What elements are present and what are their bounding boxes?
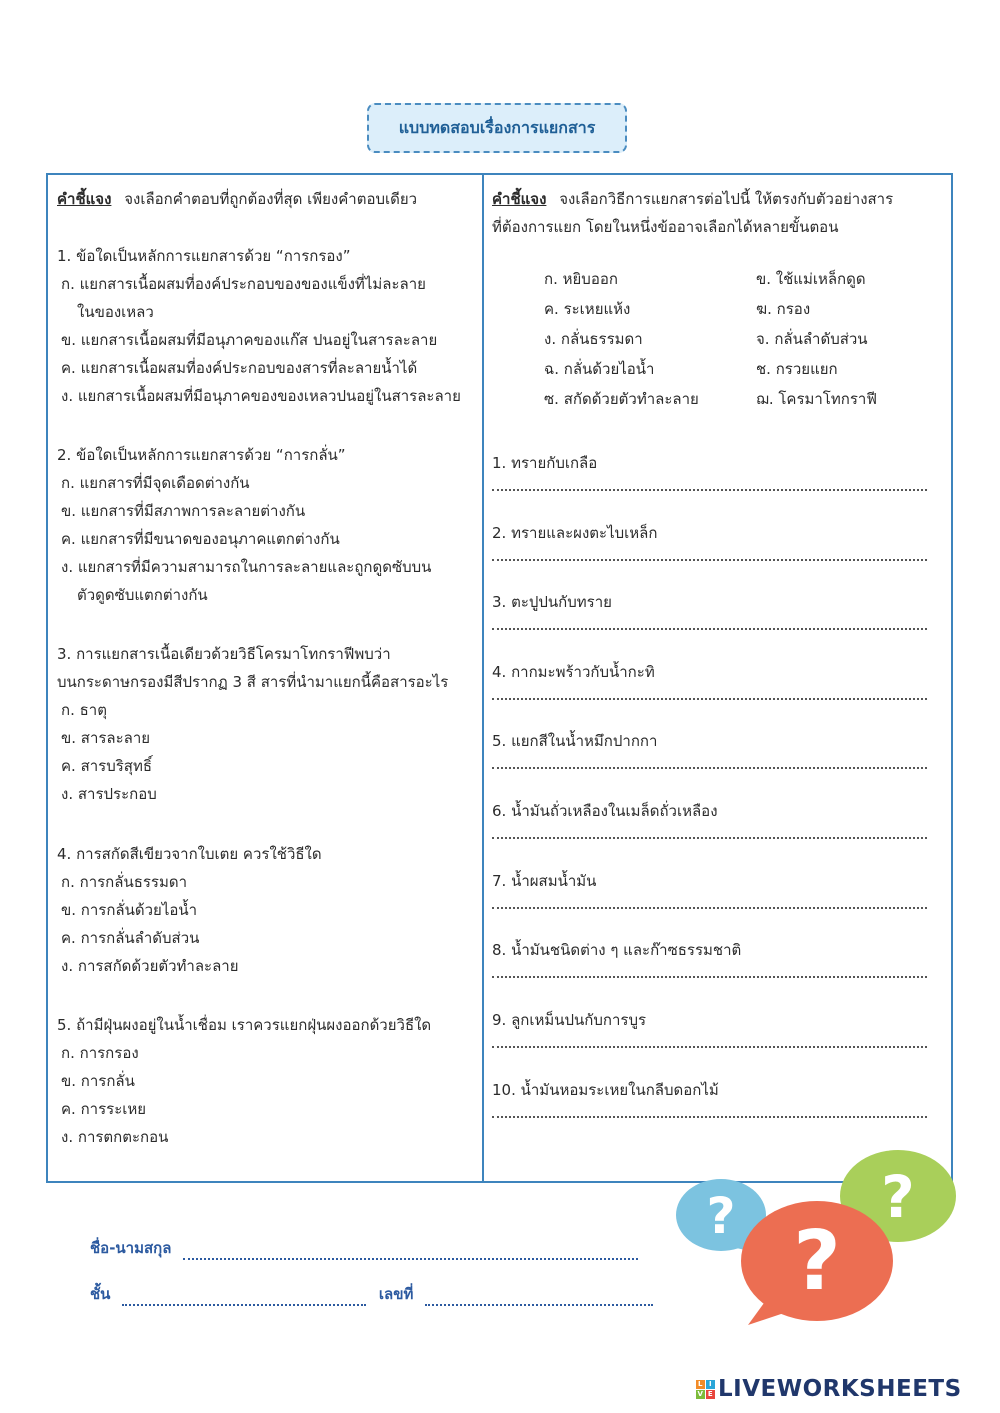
class-row bbox=[90, 1282, 653, 1306]
answer-line[interactable] bbox=[492, 767, 927, 769]
question-4 bbox=[57, 840, 477, 980]
choice: ฆ. กรอง bbox=[756, 300, 811, 318]
question-text: 4. การสกัดสีเขียวจากใบเตย ควรใช้วิธีใด bbox=[57, 845, 322, 863]
brand-text: LIVEWORKSHEETS bbox=[718, 1376, 962, 1402]
option: ข. แยกสารเนื้อผสมที่มีอนุภาคของแก๊ส ปนอยู่ในสารละลาย bbox=[61, 331, 438, 349]
question-5 bbox=[57, 1011, 477, 1151]
option: ง. การสกัดด้วยตัวทำละลาย bbox=[61, 957, 239, 975]
item-text: 9. ลูกเหม็นปนกับการบูร bbox=[492, 1011, 647, 1029]
question-1 bbox=[57, 242, 477, 410]
match-item-3 bbox=[492, 588, 937, 630]
instruction-label: คำชี้แจง bbox=[492, 190, 547, 208]
match-item-7 bbox=[492, 867, 937, 909]
option: ก. การกลั่นธรรมดา bbox=[61, 873, 188, 891]
question-bubbles-illustration bbox=[672, 1143, 972, 1333]
class-label: ชั้น bbox=[90, 1285, 111, 1303]
class-field[interactable] bbox=[122, 1290, 366, 1306]
liveworksheets-brand bbox=[696, 1376, 962, 1402]
choice: ง. กลั่นธรรมดา bbox=[544, 330, 643, 348]
choice: ข. ใช้แม่เหล็กดูด bbox=[756, 270, 866, 288]
option: ข. แยกสารที่มีสภาพการละลายต่างกัน bbox=[61, 502, 306, 520]
name-field[interactable] bbox=[183, 1244, 638, 1260]
option: ค. แยกสารที่มีขนาดของอนุภาคแตกต่างกัน bbox=[61, 530, 340, 548]
instruction-text: จงเลือกคำตอบที่ถูกต้องที่สุด เพียงคำตอบเดียว bbox=[124, 190, 418, 208]
question-text: 5. ถ้ามีฝุ่นผงอยู่ในน้ำเชื่อม เราควรแยกฝุ่นผงออกด้วยวิธีใด bbox=[57, 1016, 432, 1034]
logo-letter: E bbox=[707, 1389, 714, 1398]
item-text: 1. ทรายกับเกลือ bbox=[492, 454, 598, 472]
svg-text:?: ? bbox=[706, 1187, 736, 1245]
item-text: 7. น้ำผสมน้ำมัน bbox=[492, 872, 597, 890]
option: ค. สารบริสุทธิ์ bbox=[61, 757, 152, 775]
item-text: 4. กากมะพร้าวกับน้ำกะทิ bbox=[492, 663, 655, 681]
column-divider bbox=[482, 173, 484, 1183]
choice: ฉ. กลั่นด้วยไอน้ำ bbox=[544, 360, 655, 378]
match-item-6 bbox=[492, 797, 937, 839]
question-text: 3. การแยกสารเนื้อเดียวด้วยวิธีโครมาโทกราฟีพบว่า bbox=[57, 645, 391, 663]
logo-letter: I bbox=[706, 1380, 715, 1389]
match-item-9 bbox=[492, 1006, 937, 1048]
option: ข. สารละลาย bbox=[61, 729, 151, 747]
item-text: 2. ทรายและผงตะไบเหล็ก bbox=[492, 524, 658, 542]
option: ก. แยกสารที่มีจุดเดือดต่างกัน bbox=[61, 474, 250, 492]
instruction-text: จงเลือกวิธีการแยกสารต่อไปนี้ ให้ตรงกับตัวอย่างสาร bbox=[559, 190, 894, 208]
logo-letter: L bbox=[696, 1380, 705, 1389]
item-text: 8. น้ำมันชนิดต่าง ๆ และก๊าซธรรมชาติ bbox=[492, 941, 742, 959]
logo-letter: V bbox=[697, 1389, 704, 1398]
option: ค. การระเหย bbox=[61, 1100, 147, 1118]
choice: ช. กรวยแยก bbox=[756, 360, 838, 378]
match-item-2 bbox=[492, 519, 937, 561]
brand-logo-icon bbox=[696, 1380, 715, 1399]
option: ก. แยกสารเนื้อผสมที่องค์ประกอบของของแข็งที่ไม่ละลาย bbox=[61, 275, 426, 293]
match-item-8 bbox=[492, 936, 937, 978]
question-text-2: บนกระดาษกรองมีสีปรากฏ 3 สี สารที่นำมาแยกนี้คือสารอะไร bbox=[57, 673, 449, 691]
option: ง. แยกสารเนื้อผสมที่มีอนุภาคของของเหลวปนอยู่ในสารละลาย bbox=[61, 387, 461, 405]
red-bubble-icon bbox=[741, 1201, 893, 1325]
svg-text:?: ? bbox=[793, 1214, 841, 1309]
right-instruction bbox=[492, 185, 937, 241]
question-2 bbox=[57, 441, 477, 609]
item-text: 3. ตะปูปนกับทราย bbox=[492, 593, 612, 611]
instruction-text-2: ที่ต้องการแยก โดยในหนึ่งข้ออาจเลือกได้หลายขั้นตอน bbox=[492, 218, 839, 236]
option-continued: ตัวดูดซับแตกต่างกัน bbox=[77, 586, 208, 604]
worksheet-title: แบบทดสอบเรื่องการแยกสาร bbox=[398, 117, 596, 137]
option: ก. ธาตุ bbox=[61, 701, 107, 719]
title-box bbox=[367, 103, 627, 153]
answer-line[interactable] bbox=[492, 907, 927, 909]
option: ก. การกรอง bbox=[61, 1044, 139, 1062]
method-choices bbox=[544, 265, 934, 413]
choice: ค. ระเหยแห้ง bbox=[544, 300, 631, 318]
question-text: 1. ข้อใดเป็นหลักการแยกสารด้วย “การกรอง” bbox=[57, 247, 351, 265]
item-text: 10. น้ำมันหอมระเหยในกลีบดอกไม้ bbox=[492, 1081, 719, 1099]
answer-line[interactable] bbox=[492, 698, 927, 700]
choice: ฌ. โครมาโทกราฟี bbox=[756, 390, 877, 408]
left-instruction bbox=[57, 185, 477, 213]
match-item-4 bbox=[492, 658, 937, 700]
answer-line[interactable] bbox=[492, 976, 927, 978]
number-field[interactable] bbox=[425, 1290, 653, 1306]
option: ค. การกลั่นลำดับส่วน bbox=[61, 929, 200, 947]
item-text: 5. แยกสีในน้ำหมึกปากกา bbox=[492, 732, 658, 750]
option: ง. การตกตะกอน bbox=[61, 1128, 169, 1146]
name-row bbox=[90, 1236, 638, 1260]
name-label: ชื่อ-นามสกุล bbox=[90, 1239, 172, 1257]
answer-line[interactable] bbox=[492, 628, 927, 630]
instruction-label: คำชี้แจง bbox=[57, 190, 112, 208]
option: ข. การกลั่นด้วยไอน้ำ bbox=[61, 901, 198, 919]
item-text: 6. น้ำมันถั่วเหลืองในเมล็ดถั่วเหลือง bbox=[492, 802, 718, 820]
answer-line[interactable] bbox=[492, 1116, 927, 1118]
option: ง. แยกสารที่มีความสามารถในการละลายและถูกดูดซับบน bbox=[61, 558, 432, 576]
answer-line[interactable] bbox=[492, 559, 927, 561]
choice: ก. หยิบออก bbox=[544, 270, 618, 288]
match-item-10 bbox=[492, 1076, 937, 1118]
option: ง. สารประกอบ bbox=[61, 785, 157, 803]
svg-text:?: ? bbox=[881, 1163, 915, 1231]
question-3 bbox=[57, 640, 477, 808]
answer-line[interactable] bbox=[492, 1046, 927, 1048]
answer-line[interactable] bbox=[492, 837, 927, 839]
option: ค. แยกสารเนื้อผสมที่องค์ประกอบของสารที่ละลายน้ำได้ bbox=[61, 359, 418, 377]
option: ข. การกลั่น bbox=[61, 1072, 135, 1090]
choice: จ. กลั่นลำดับส่วน bbox=[756, 330, 868, 348]
number-label: เลขที่ bbox=[378, 1285, 414, 1303]
answer-line[interactable] bbox=[492, 489, 927, 491]
match-item-5 bbox=[492, 727, 937, 769]
match-item-1 bbox=[492, 449, 937, 491]
option-continued: ในของเหลว bbox=[77, 303, 154, 321]
question-text: 2. ข้อใดเป็นหลักการแยกสารด้วย “การกลั่น” bbox=[57, 446, 346, 464]
choice: ซ. สกัดด้วยตัวทำละลาย bbox=[544, 390, 699, 408]
